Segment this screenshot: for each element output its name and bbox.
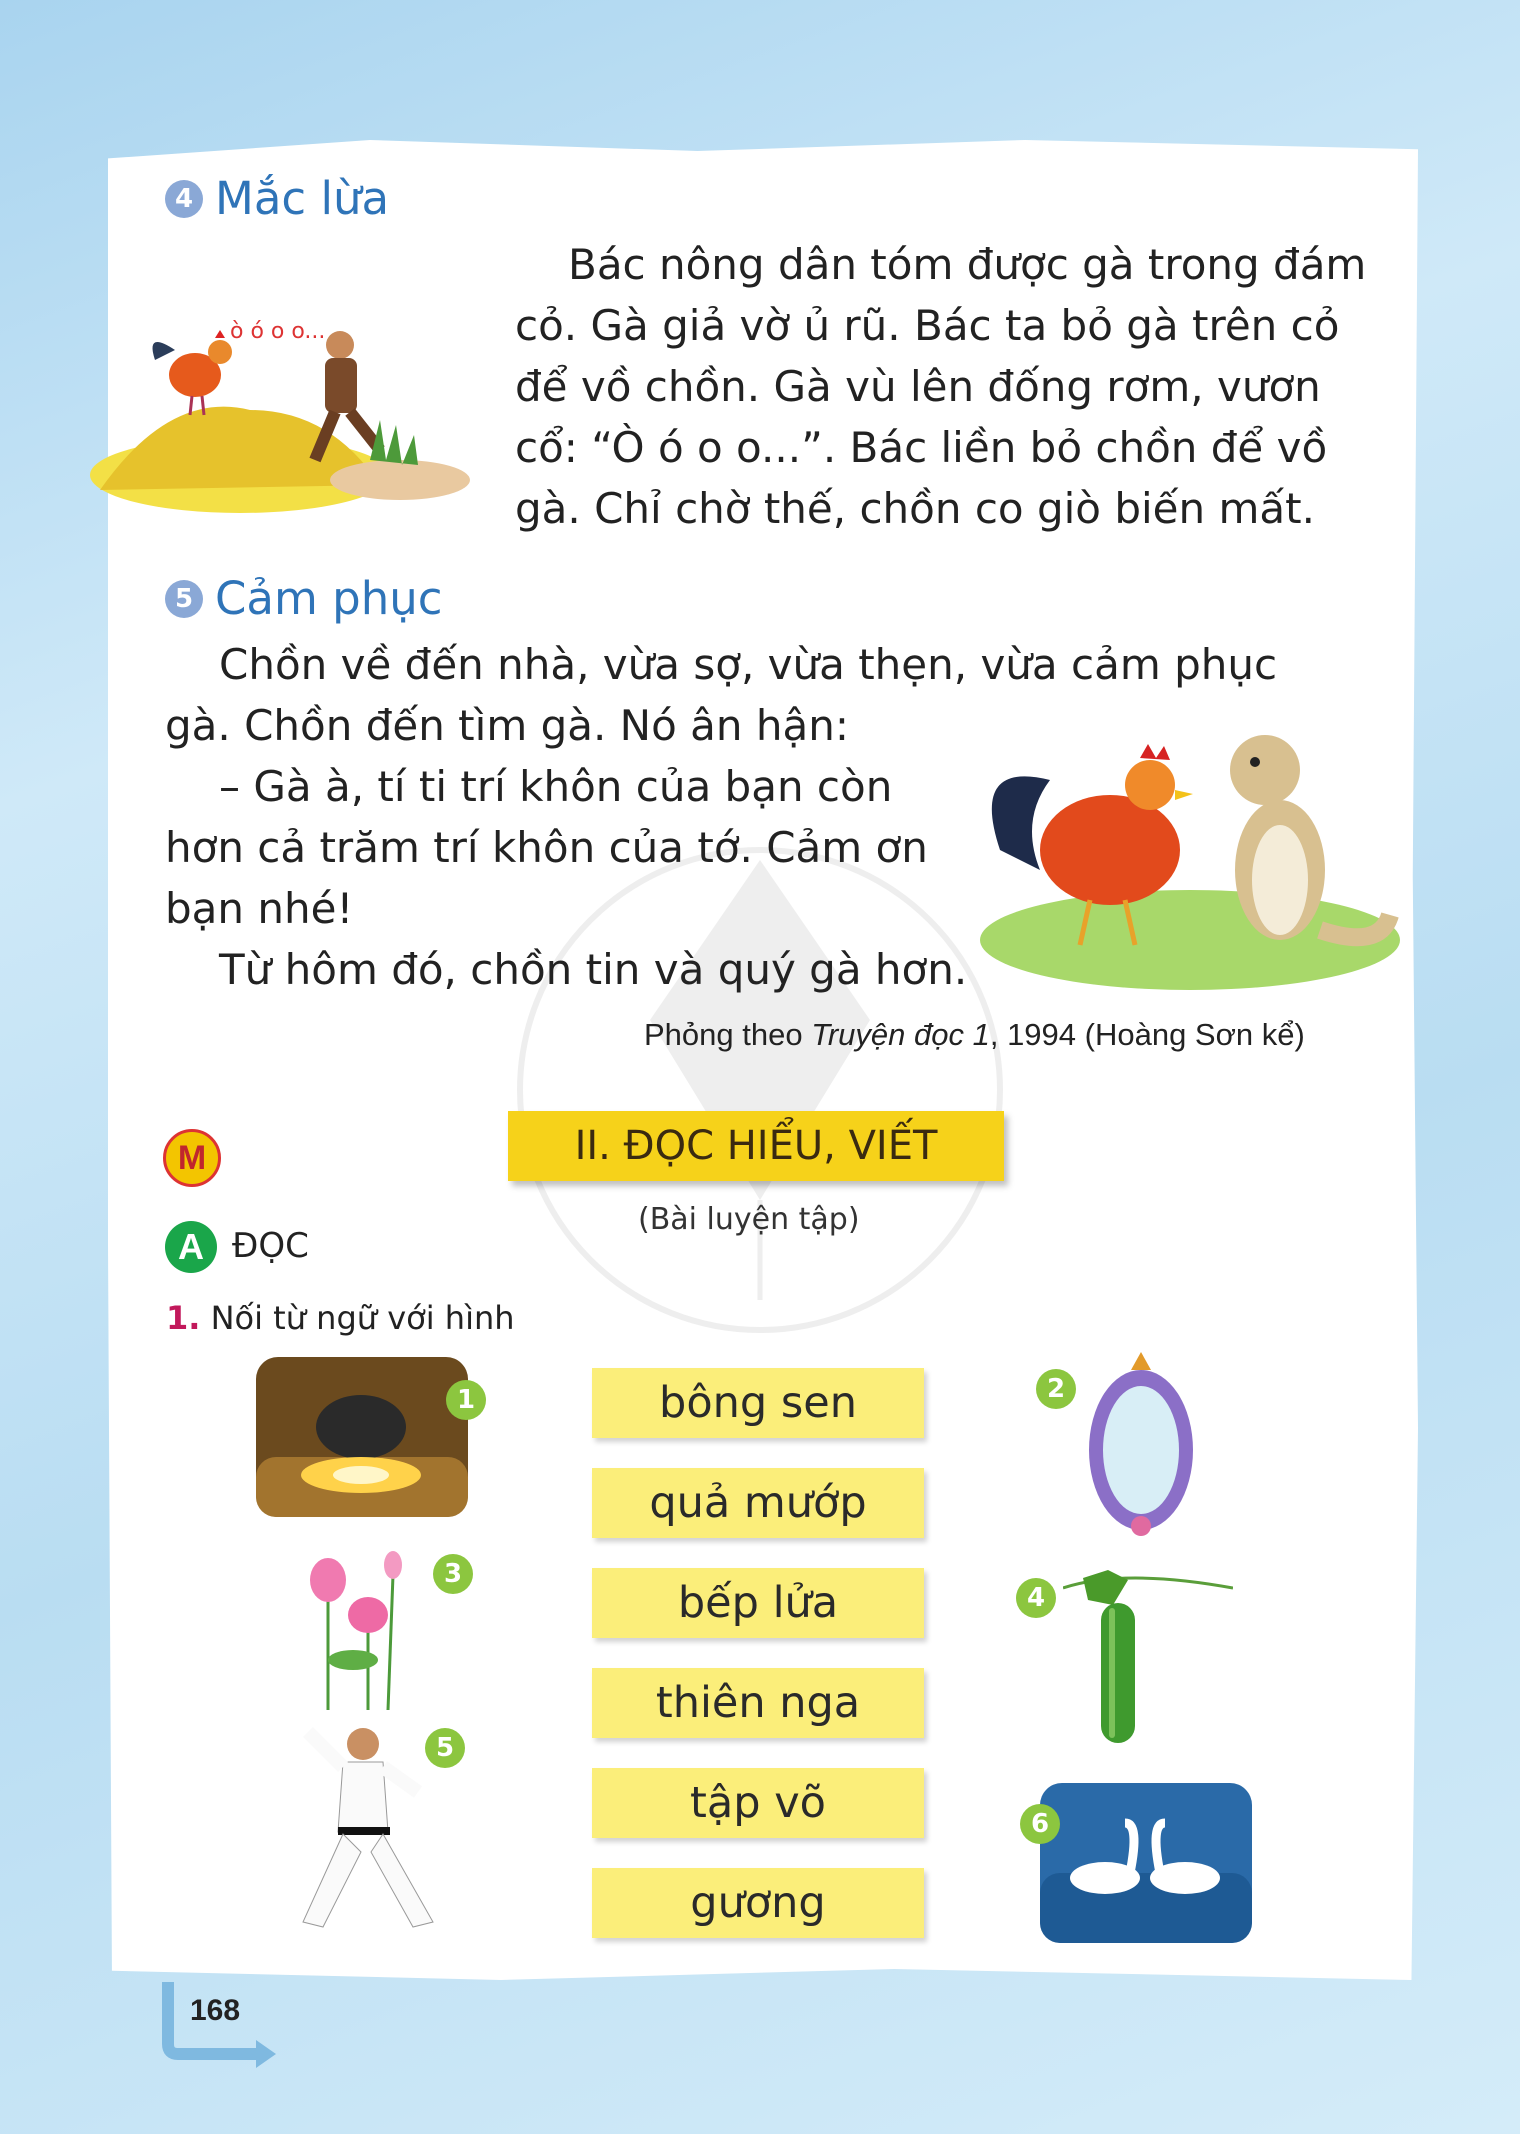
paragraph-line: Chồn về đến nhà, vừa sợ, vừa thẹn, vừa cảm phục [219,640,1278,689]
word-tag[interactable]: bếp lửa [592,1568,924,1638]
picture-number: 6 [1020,1804,1060,1844]
paragraph-line: gà. Chỉ chờ thế, chồn co giò biến mất. [515,484,1315,533]
rooster-icon [153,330,233,415]
paragraph-line: Từ hôm đó, chồn tin và quý gà hơn. [219,945,968,994]
word-tag[interactable]: tập võ [592,1768,924,1838]
word-tag[interactable]: gương [592,1868,924,1938]
kite-watermark-icon [510,820,1010,1360]
word-tag[interactable]: bông sen [592,1368,924,1438]
paragraph-line: – Gà à, tí ti trí khôn của bạn còn [219,762,893,811]
section-title: Mắc lừa [215,172,390,225]
lotus-icon[interactable] [298,1535,408,1710]
swans-icon[interactable] [1040,1783,1252,1943]
picture-number: 1 [446,1380,486,1420]
section-title: Cảm phục [215,572,443,625]
credit-suffix: , 1994 (Hoàng Sơn kể) [989,1017,1305,1052]
banner-subtitle: (Bài luyện tập) [638,1202,860,1237]
credit-book-title: Truyện đọc 1 [811,1017,990,1052]
weasel-icon [1230,735,1390,940]
picture-number: 3 [433,1554,473,1594]
part-a-badge: A [165,1221,217,1273]
rooster-sound-text: ò ó o o... [230,319,326,344]
exercise-text: Nối từ ngữ với hình [210,1299,515,1337]
exercise-number: 1. [166,1299,201,1337]
paragraph-line: bạn nhé! [165,884,354,933]
word-tag[interactable]: quả mướp [592,1468,924,1538]
paragraph-line: gà. Chồn đến tìm gà. Nó ân hận: [165,701,849,750]
credit-prefix: Phỏng theo [644,1017,812,1052]
rooster-and-weasel-illustration [960,700,1400,1000]
paragraph-line: để vồ chồn. Gà vù lên đống rơm, vươn [515,362,1321,411]
picture-number: 5 [425,1728,465,1768]
farmer-chasing-rooster-illustration [80,300,480,520]
paragraph-line: cổ: “Ò ó o o...”. Bác liền bỏ chồn để vồ [515,423,1328,472]
section-4-heading [165,172,389,225]
picture-number: 4 [1016,1578,1056,1618]
source-credit [644,1017,1305,1053]
sponge-gourd-icon[interactable] [1063,1568,1233,1753]
paragraph-line: cỏ. Gà giả vờ ủ rũ. Bác ta bỏ gà trên cỏ [515,301,1340,350]
section-number: 5 [165,580,203,618]
section-banner: II. ĐỌC HIỂU, VIẾT [508,1111,1004,1181]
paragraph-line: Bác nông dân tóm được gà trong đám [568,240,1367,289]
farmer-icon [315,331,380,460]
reading-label: ĐỌC [232,1226,309,1266]
level-m-badge: M [163,1129,221,1187]
paragraph-line: hơn cả trăm trí khôn của tớ. Cảm ơn [165,823,928,872]
section-number: 4 [165,180,203,218]
word-tag[interactable]: thiên nga [592,1668,924,1738]
kitchen-fire-icon[interactable] [256,1357,468,1517]
page-number: 168 [190,1994,241,2027]
mirror-icon[interactable] [1076,1350,1206,1545]
section-5-heading [165,572,442,625]
exercise-1-title [166,1299,515,1337]
picture-number: 2 [1036,1369,1076,1409]
